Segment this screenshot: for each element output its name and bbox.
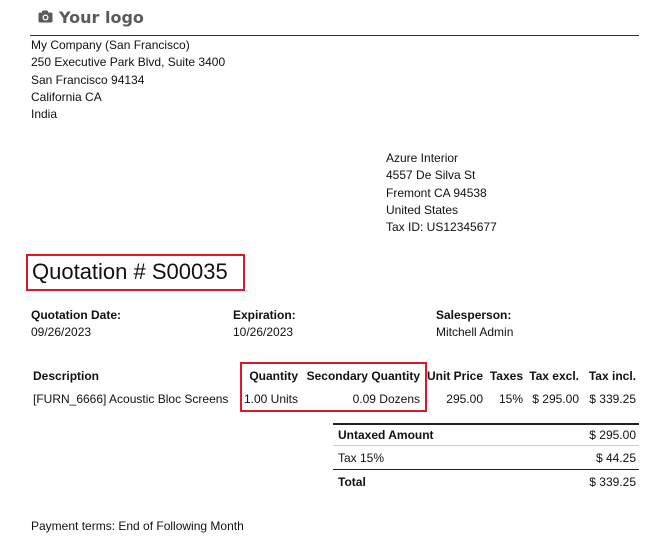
customer-country: United States — [386, 202, 459, 217]
camera-icon — [38, 10, 53, 26]
quotation-date-label: Quotation Date: — [31, 308, 121, 322]
salesperson-value: Mitchell Admin — [436, 325, 514, 339]
page-title: Quotation # S00035 — [32, 259, 228, 284]
quotation-date-value: 09/26/2023 — [31, 325, 92, 339]
customer-address — [386, 150, 497, 236]
column-header-taxes: Taxes — [489, 369, 523, 383]
company-street: 250 Executive Park Blvd, Suite 3400 — [31, 55, 226, 70]
expiration-label: Expiration: — [233, 308, 296, 322]
company-state: California CA — [31, 89, 102, 104]
customer-tax-id: Tax ID: US12345677 — [386, 220, 497, 235]
tax-value: $ 44.25 — [595, 451, 636, 465]
salesperson-label: Salesperson: — [436, 308, 512, 322]
untaxed-amount-value: $ 295.00 — [589, 428, 636, 442]
total-value: $ 339.25 — [589, 475, 636, 489]
column-header-tax-incl: Tax incl. — [588, 369, 636, 383]
tax-label: Tax 15% — [338, 451, 385, 465]
line-quantity: 1.00 Units — [243, 392, 298, 406]
company-country: India — [31, 107, 58, 122]
customer-name: Azure Interior — [386, 151, 459, 165]
line-secondary-quantity: 0.09 Dozens — [352, 392, 420, 406]
header-divider — [30, 35, 639, 36]
total-divider — [333, 469, 639, 470]
column-header-tax-excl: Tax excl. — [529, 369, 579, 383]
totals-row-divider — [333, 445, 639, 446]
company-city: San Francisco 94134 — [31, 72, 145, 87]
total-label: Total — [338, 475, 366, 489]
totals-top-rule — [333, 423, 639, 425]
salesperson — [436, 308, 513, 339]
customer-street: 4557 De Silva St — [386, 168, 476, 183]
untaxed-amount-label: Untaxed Amount — [338, 428, 434, 442]
line-unit-price: 295.00 — [446, 392, 483, 406]
expiration-date — [233, 308, 296, 339]
quotation-date — [31, 308, 121, 339]
line-taxes: 15% — [498, 392, 523, 406]
column-header-description: Description — [33, 369, 100, 383]
line-tax-excl: $ 295.00 — [532, 392, 579, 406]
expiration-value: 10/26/2023 — [233, 325, 294, 339]
line-tax-incl: $ 339.25 — [589, 392, 636, 406]
company-logo — [38, 8, 144, 27]
column-header-quantity: Quantity — [249, 369, 298, 383]
line-description: [FURN_6666] Acoustic Bloc Screens — [33, 392, 229, 406]
company-name: My Company (San Francisco) — [31, 38, 190, 52]
logo-text: Your logo — [59, 8, 144, 27]
company-address — [31, 37, 225, 123]
column-header-secondary-quantity: Secondary Quantity — [306, 369, 420, 383]
column-header-unit-price: Unit Price — [426, 369, 483, 383]
payment-terms: Payment terms: End of Following Month — [31, 519, 244, 533]
customer-city: Fremont CA 94538 — [386, 185, 487, 200]
